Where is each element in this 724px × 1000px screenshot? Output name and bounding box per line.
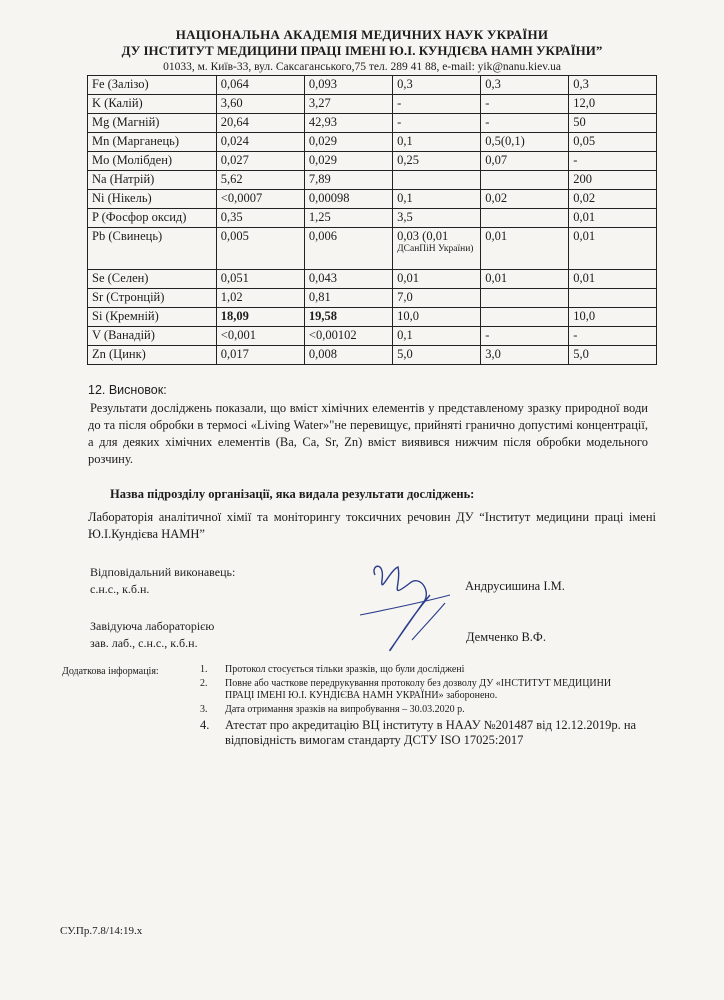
value-cell: 3,5	[393, 209, 481, 228]
value-cell: <0,001	[216, 327, 304, 346]
header-address: 01033, м. Київ-33, вул. Саксаганського,75 тел. 289 41 88, e-mail: yik@nanu.kiev.ua	[163, 61, 561, 73]
value-cell: 0,043	[304, 270, 392, 289]
organization-text: Лабораторія аналітичної хімії та моніторингу токсичних речовин ДУ “Інститут медицини праці імені Ю.І.Кундієва НАМН”	[88, 510, 656, 541]
list-text: Повне або часткове передрукування протоколу без дозволу ДУ «ІНСТИТУТ МЕДИЦИНИ ПРАЦІ ІМЕНІ Ю.І. КУНДІЄВА НАМН УКРАЇНИ» заборонено.	[225, 678, 612, 701]
list-item	[200, 718, 640, 748]
element-cell: Mg (Магній)	[88, 114, 217, 133]
value-cell: 19,58	[304, 308, 392, 327]
value-cell: 0,81	[304, 289, 392, 308]
value-cell: -	[481, 114, 569, 133]
table-row	[88, 209, 657, 228]
element-cell: Ni (Нікель)	[88, 190, 217, 209]
list-number: 1.	[200, 664, 208, 675]
additional-info-list	[200, 664, 640, 750]
list-item	[200, 704, 640, 716]
value-cell: 0,1	[393, 190, 481, 209]
table-row	[88, 346, 657, 365]
value-cell: 12,0	[569, 95, 657, 114]
element-cell: Zn (Цинк)	[88, 346, 217, 365]
value-cell: 3,60	[216, 95, 304, 114]
value-cell: 3,0	[481, 346, 569, 365]
value-cell: -	[393, 95, 481, 114]
value-cell: 5,62	[216, 171, 304, 190]
value-cell: 200	[569, 171, 657, 190]
table-row	[88, 228, 657, 270]
header-academy: НАЦІОНАЛЬНА АКАДЕМІЯ МЕДИЧНИХ НАУК УКРАЇНИ	[175, 27, 549, 42]
value-cell: 1,02	[216, 289, 304, 308]
organization-title: Назва підрозділу організації, яка видала результати досліджень:	[110, 487, 475, 501]
value-cell: -	[481, 95, 569, 114]
table-row	[88, 114, 657, 133]
list-item	[200, 664, 640, 676]
value-cell	[481, 308, 569, 327]
conclusion-text: Результати досліджень показали, що вміст хімічних елементів у представленому зразку природної води до та після обробки в термосі «Living Water»"не перевищує, прийняті гранично допустимі концентрації, а для деяких хімічних елементів (Ba, Ca, Sr, Zn) вміст виявився нижчим після обробки модельного розчину.	[88, 401, 648, 466]
value-cell: <0,00102	[304, 327, 392, 346]
list-number: 4.	[200, 718, 210, 732]
executor-role: Відповідальний виконавець:	[90, 565, 236, 579]
value-cell: -	[393, 114, 481, 133]
value-cell: 0,006	[304, 228, 392, 270]
value-cell: <0,0007	[216, 190, 304, 209]
value-cell: 0,017	[216, 346, 304, 365]
value-cell: 5,0	[393, 346, 481, 365]
list-number: 3.	[200, 704, 208, 715]
additional-info-label: Додаткова інформація:	[62, 666, 159, 677]
element-cell: P (Фосфор оксид)	[88, 209, 217, 228]
value-cell: 0,029	[304, 152, 392, 171]
element-cell: Mo (Молібден)	[88, 152, 217, 171]
table-row	[88, 270, 657, 289]
value-cell: 0,3	[481, 76, 569, 95]
element-cell: Fe (Залізо)	[88, 76, 217, 95]
value-cell: 10,0	[393, 308, 481, 327]
element-cell: Pb (Свинець)	[88, 228, 217, 270]
value-cell: 0,01	[481, 270, 569, 289]
executor-name: Андрусишина І.М.	[465, 579, 565, 593]
value-cell: 0,024	[216, 133, 304, 152]
value-cell: 0,05	[569, 133, 657, 152]
table-row	[88, 95, 657, 114]
table-row	[88, 133, 657, 152]
value-cell: 0,1	[393, 133, 481, 152]
value-cell: 42,93	[304, 114, 392, 133]
value-cell: 0,027	[216, 152, 304, 171]
value-cell: 0,01	[569, 209, 657, 228]
value-cell: 0,25	[393, 152, 481, 171]
table-row	[88, 152, 657, 171]
signature-block-executor	[90, 564, 235, 598]
list-number: 2.	[200, 678, 208, 689]
signature-block-head	[90, 618, 214, 652]
value-cell: 5,0	[569, 346, 657, 365]
value-cell: -	[569, 152, 657, 171]
element-cell: Se (Селен)	[88, 270, 217, 289]
table-row	[88, 171, 657, 190]
head-name: Демченко В.Ф.	[466, 630, 546, 644]
table-row	[88, 76, 657, 95]
value-cell: 0,00098	[304, 190, 392, 209]
element-cell: Mn (Марганець)	[88, 133, 217, 152]
executor-degree: с.н.с., к.б.н.	[90, 582, 150, 596]
handwritten-signature	[330, 555, 460, 665]
list-text: Протокол стосується тільки зразків, що були досліджені	[225, 664, 465, 675]
value-cell: 0,093	[304, 76, 392, 95]
value-cell	[481, 171, 569, 190]
list-text: Атестат про акредитацію ВЦ інституту в НААУ №201487 від 12.12.2019р. на відповідність вимогам стандарту ДСТУ ISO 17025:2017	[225, 718, 637, 747]
value-cell: 7,0	[393, 289, 481, 308]
table-row	[88, 327, 657, 346]
value-cell: 0,029	[304, 133, 392, 152]
table-row	[88, 289, 657, 308]
list-text: Дата отримання зразків на випробування – 30.03.2020 р.	[225, 704, 465, 715]
value-cell: 0,5(0,1)	[481, 133, 569, 152]
element-cell: V (Ванадій)	[88, 327, 217, 346]
value-cell: 0,005	[216, 228, 304, 270]
value-cell	[569, 289, 657, 308]
head-degree: зав. лаб., с.н.с., к.б.н.	[90, 636, 198, 650]
value-cell: 0,02	[481, 190, 569, 209]
value-cell: 0,3	[569, 76, 657, 95]
value-cell: 0,07	[481, 152, 569, 171]
document-code: СУ.Пр.7.8/14:19.х	[60, 925, 143, 937]
value-cell: 50	[569, 114, 657, 133]
conclusion-title: 12. Висновок:	[88, 383, 167, 397]
element-cell: Si (Кремній)	[88, 308, 217, 327]
value-cell: 0,01	[569, 270, 657, 289]
value-cell: 0,1	[393, 327, 481, 346]
value-cell: 0,35	[216, 209, 304, 228]
head-role: Завідуюча лабораторією	[90, 619, 215, 633]
element-cell: Na (Натрій)	[88, 171, 217, 190]
value-cell: 20,64	[216, 114, 304, 133]
value-note: ДСанПіН України)	[397, 244, 474, 254]
value-cell: 1,25	[304, 209, 392, 228]
value-cell: 0,3	[393, 76, 481, 95]
list-item	[200, 678, 640, 702]
value-cell: 10,0	[569, 308, 657, 327]
value-cell: 0,01	[481, 228, 569, 270]
value-cell: 0,01	[569, 228, 657, 270]
value-cell: 0,051	[216, 270, 304, 289]
value-cell: 0,02	[569, 190, 657, 209]
value-cell	[481, 209, 569, 228]
value-cell: 3,27	[304, 95, 392, 114]
value-cell: -	[481, 327, 569, 346]
value-cell: -	[569, 327, 657, 346]
table-row	[88, 308, 657, 327]
results-table	[87, 75, 657, 365]
table-row	[88, 190, 657, 209]
value-cell: 0,064	[216, 76, 304, 95]
value-cell	[393, 171, 481, 190]
value-cell: 7,89	[304, 171, 392, 190]
value-cell: 0,008	[304, 346, 392, 365]
value-cell: 0,01	[393, 270, 481, 289]
header-institute: ДУ ІНСТИТУТ МЕДИЦИНИ ПРАЦІ ІМЕНІ Ю.І. КУНДІЄВА НАМН УКРАЇНИ”	[121, 43, 603, 58]
element-cell: K (Калій)	[88, 95, 217, 114]
value-cell: 0,03 (0,01 ДСанПіН України)	[393, 228, 481, 270]
value-cell: 18,09	[216, 308, 304, 327]
value-cell	[481, 289, 569, 308]
element-cell: Sr (Стронцій)	[88, 289, 217, 308]
